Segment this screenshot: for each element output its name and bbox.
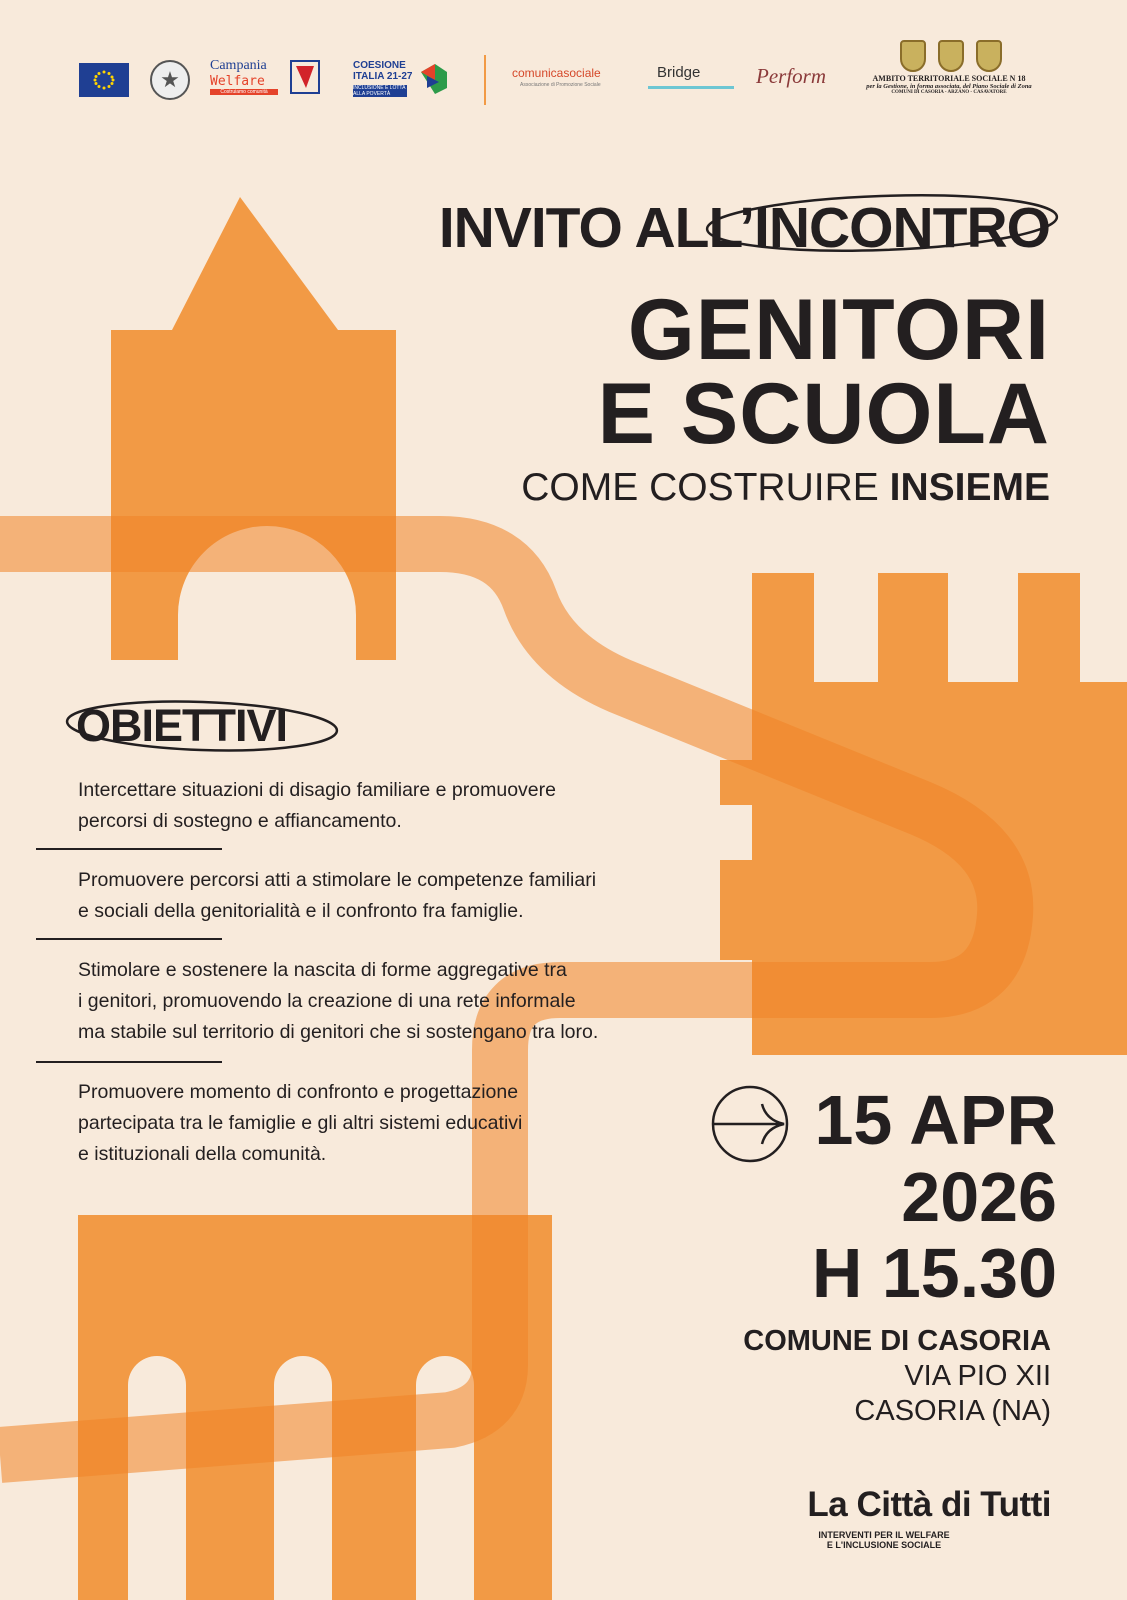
event-time: H 15.30 — [811, 1234, 1057, 1312]
bridge-line-icon — [648, 86, 734, 89]
ambito-line3: COMUNI DI CASORIA - ARZANO - CASAVATORE — [891, 90, 1007, 95]
objective-line: Stimolare e sostenere la nascita di forme aggregative tra — [78, 959, 567, 981]
municipal-crest-icon — [938, 40, 964, 72]
hand-drawn-ellipse-icon — [700, 188, 1065, 258]
arrow-circle-icon — [710, 1084, 790, 1164]
objective-item — [78, 1077, 698, 1170]
objective-divider — [36, 1061, 222, 1063]
objective-line: Promuovere percorsi atti a stimolare le competenze familiari — [78, 869, 597, 891]
page-title — [597, 282, 1050, 462]
objective-line: ma stabile sul territorio di genitori che si sostengano tra loro. — [78, 1021, 599, 1043]
municipal-crest-icon — [900, 40, 926, 72]
municipal-crest-icon — [976, 40, 1002, 72]
event-year: 2026 — [901, 1158, 1057, 1236]
subtitle-bold: INSIEME — [889, 466, 1050, 509]
coesione-arrow-icon — [417, 62, 449, 96]
comunica-sociale-logo: comunicasociale — [512, 66, 601, 80]
house-shape — [111, 197, 396, 660]
bridge-logo: Bridge — [657, 64, 701, 81]
invite-heading: INVITO ALL’INCONTRO — [438, 196, 1050, 260]
ambito-line2: per la Gestione, in forma associata, del Piano Sociale di Zona — [866, 83, 1032, 90]
subtitle-regular: COME COSTRUIRE — [521, 466, 890, 509]
objective-line: Intercettare situazioni di disagio familiare e promuovere — [78, 779, 556, 801]
ambito-line1: AMBITO TERRITORIALE SOCIALE N 18 — [872, 74, 1026, 83]
page-subtitle — [521, 466, 1050, 510]
objective-line: Promuovere momento di confronto e progettazione — [78, 1081, 519, 1103]
event-city: CASORIA (NA) — [854, 1395, 1051, 1427]
objectives-heading: OBIETTIVI — [76, 700, 288, 751]
brand-tagline — [809, 1530, 959, 1550]
brand-tagline-line2: E L'INCLUSIONE SOCIALE — [826, 1540, 942, 1550]
italian-republic-emblem-icon: ★ — [150, 60, 190, 100]
objective-line: e sociali della genitorialità e il confronto fra famiglie. — [78, 900, 524, 922]
campania-tagline: Costruiamo comunità — [210, 89, 278, 95]
eu-flag-icon — [79, 63, 129, 97]
event-street: VIA PIO XII — [904, 1360, 1051, 1392]
coesione-italia-logo — [353, 60, 453, 100]
comunica-subtitle: Associazione di Promozione Sociale — [520, 82, 601, 88]
event-venue: COMUNE DI CASORIA — [743, 1325, 1051, 1357]
partner-logo-bar — [0, 30, 1127, 110]
objective-item — [78, 865, 698, 927]
objective-line: i genitori, promuovendo la creazione di una rete informale — [78, 990, 576, 1012]
brand-tagline-line1: INTERVENTI PER IL WELFARE — [818, 1530, 950, 1540]
title-line1: GENITORI — [627, 282, 1050, 378]
event-date: 15 APR — [814, 1081, 1057, 1159]
objective-item — [78, 955, 698, 1048]
objective-line: partecipata tra le famiglie e gli altri sistemi educativi — [78, 1112, 523, 1134]
ambito-territoriale-block — [844, 74, 1054, 95]
coesione-subtitle: INCLUSIONE E LOTTA ALLA POVERTÀ — [353, 85, 406, 97]
objective-item — [78, 775, 698, 837]
perform-logo: Perform — [756, 64, 826, 88]
hand-drawn-ellipse-icon — [60, 695, 345, 757]
campania-line2: Welfare — [210, 74, 265, 89]
regione-campania-shield-icon — [290, 60, 320, 94]
brand-logo: La Città di Tutti — [807, 1485, 1051, 1524]
coesione-title: COESIONE ITALIA 21-27 — [353, 60, 413, 82]
objective-divider — [36, 938, 222, 940]
logo-divider — [484, 55, 486, 105]
campania-line1: Campania — [210, 58, 267, 73]
objective-line: e istituzionali della comunità. — [78, 1143, 327, 1165]
title-line2: E SCUOLA — [597, 366, 1050, 462]
objective-divider — [36, 848, 222, 850]
objective-line: percorsi di sostegno e affiancamento. — [78, 810, 402, 832]
